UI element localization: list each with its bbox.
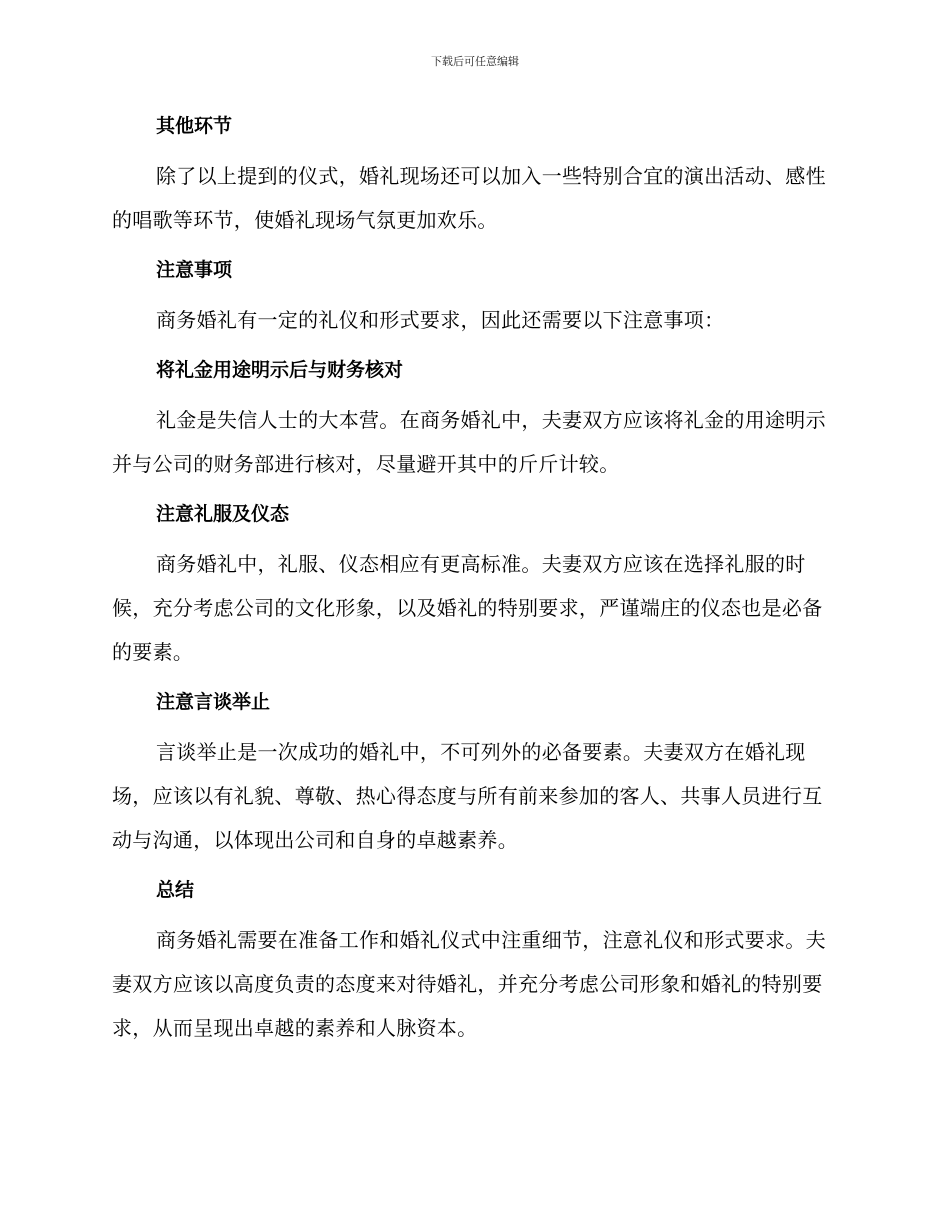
section-manners	[112, 680, 834, 862]
section-other-segments	[112, 104, 834, 242]
section-heading: 注意礼服及仪态	[156, 503, 290, 525]
section-heading: 注意事项	[156, 259, 233, 281]
section-paragraph: 言谈举止是一次成功的婚礼中，不可列外的必备要素。夫妻双方在婚礼现场，应该以有礼貌、尊敬、热心得态度与所有前来参加的客人、共事人员进行互动与沟通，以体现出公司和自身的卓越素养。	[112, 740, 823, 852]
section-attire	[112, 492, 834, 674]
section-paragraph: 商务婚礼中，礼服、仪态相应有更高标准。夫妻双方应该在选择礼服的时候，充分考虑公司的文化形象，以及婚礼的特别要求，严谨端庄的仪态也是必备的要素。	[112, 552, 823, 664]
section-paragraph: 除了以上提到的仪式，婚礼现场还可以加入一些特别合宜的演出活动、感性的唱歌等环节，使婚礼现场气氛更加欢乐。	[112, 164, 826, 232]
section-heading: 其他环节	[156, 115, 233, 137]
document-body	[112, 104, 834, 1050]
section-heading: 总结	[156, 879, 195, 901]
section-gift-money	[112, 348, 834, 486]
section-paragraph: 礼金是失信人士的大本营。在商务婚礼中，夫妻双方应该将礼金的用途明示并与公司的财务部进行核对，尽量避开其中的斤斤计较。	[112, 408, 826, 476]
section-heading: 将礼金用途明示后与财务核对	[156, 359, 404, 381]
section-notes	[112, 248, 834, 342]
section-paragraph: 商务婚礼需要在准备工作和婚礼仪式中注重细节，注意礼仪和形式要求。夫妻双方应该以高度负责的态度来对待婚礼，并充分考虑公司形象和婚礼的特别要求，从而呈现出卓越的素养和人脉资本。	[112, 928, 826, 1040]
section-heading: 注意言谈举止	[156, 691, 271, 713]
page-header: 下载后可任意编辑	[431, 55, 519, 68]
section-summary	[112, 868, 834, 1050]
section-paragraph: 商务婚礼有一定的礼仪和形式要求，因此还需要以下注意事项：	[156, 308, 725, 332]
